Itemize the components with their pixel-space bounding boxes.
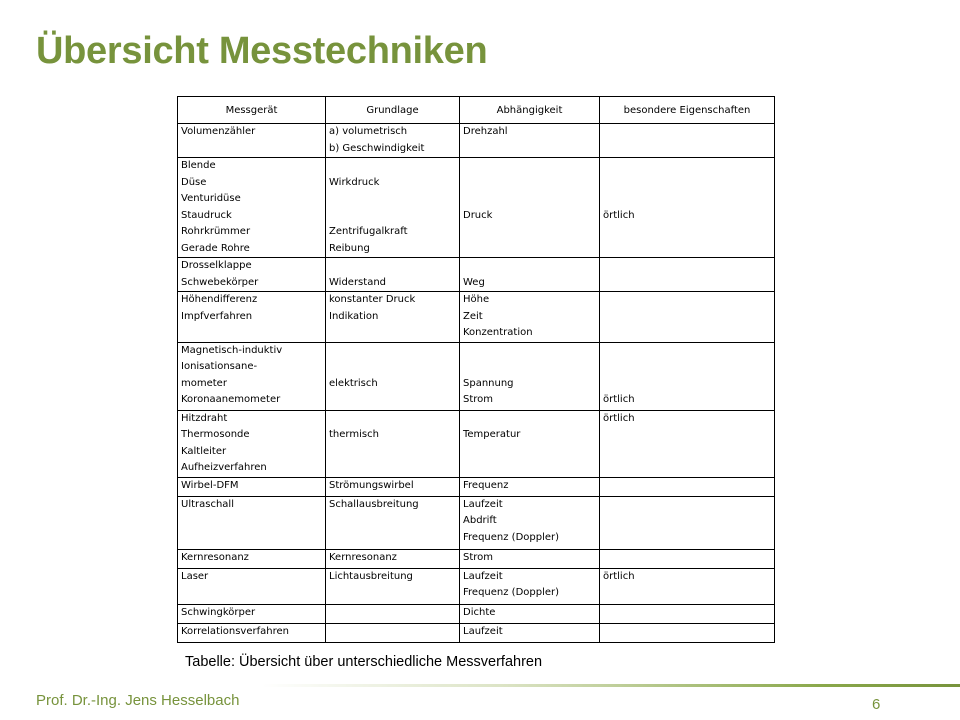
cell-text-line: Koronaanemometer: [181, 394, 281, 405]
cell-special-properties: [600, 158, 775, 258]
cell-measuring-device: [178, 496, 326, 549]
table-row: [178, 549, 775, 568]
cell-measuring-device: [178, 292, 326, 343]
cell-text-line: Frequenz: [463, 479, 509, 491]
spacer-line: [329, 411, 456, 428]
cell-text-line: Laufzeit: [463, 625, 503, 637]
measurement-table-container: [177, 96, 774, 643]
cell-measuring-device: [178, 549, 326, 568]
cell-text-line: b) Geschwindigkeit: [329, 142, 425, 154]
cell-text-line: Schwebekörper: [181, 276, 259, 288]
cell-text-line: Weg: [463, 276, 485, 288]
cell-dependency: [460, 549, 600, 568]
cell-text-line: Temperatur: [463, 429, 521, 440]
cell-principle: [326, 124, 460, 158]
cell-text-line: Strom: [463, 394, 494, 405]
cell-text-line: Lichtausbreitung: [329, 570, 413, 582]
cell-principle: [326, 496, 460, 549]
cell-text-line: a) volumetrisch: [329, 126, 408, 137]
cell-text-line: Kernresonanz: [181, 551, 249, 563]
cell-text-line: Frequenz (Doppler): [463, 531, 560, 543]
cell-dependency: [460, 477, 600, 496]
cell-text-line: Wirbel-DFM: [181, 479, 239, 491]
spacer-line: [463, 411, 596, 428]
cell-text-line: Konzentration: [463, 327, 533, 338]
cell-special-properties: [600, 342, 775, 410]
cell-dependency: [460, 342, 600, 410]
spacer-line: [463, 175, 596, 192]
cell-special-properties: [600, 623, 775, 642]
cell-principle: [326, 158, 460, 258]
cell-special-properties: [600, 549, 775, 568]
cell-text-line: Schwingkörper: [181, 606, 256, 618]
cell-text-line: Zeit: [463, 310, 483, 322]
cell-text-line: Aufheizverfahren: [181, 462, 267, 473]
table-row: [178, 477, 775, 496]
cell-text-line: Indikation: [329, 310, 379, 322]
spacer-line: [603, 359, 771, 376]
cell-text-line: Impfverfahren: [181, 310, 253, 322]
cell-principle: [326, 410, 460, 477]
cell-measuring-device: [178, 410, 326, 477]
cell-dependency: [460, 292, 600, 343]
spacer-line: [463, 359, 596, 376]
spacer-line: [463, 258, 596, 275]
cell-text-line: Magnetisch-induktiv: [181, 344, 283, 356]
spacer-line: [463, 191, 596, 208]
cell-text-line: Ionisationsane-: [181, 361, 258, 372]
cell-text-line: Rohrkrümmer: [181, 226, 251, 237]
cell-dependency: [460, 496, 600, 549]
cell-text-line: Schallausbreitung: [329, 498, 419, 510]
cell-text-line: Zentrifugalkraft: [329, 226, 408, 237]
cell-text-line: Abdrift: [463, 515, 497, 526]
cell-text-line: elektrisch: [329, 377, 378, 389]
cell-text-line: Höhendifferenz: [181, 294, 258, 305]
cell-dependency: [460, 623, 600, 642]
cell-text-line: Gerade Rohre: [181, 242, 250, 254]
cell-text-line: Frequenz (Doppler): [463, 587, 560, 598]
page-number: 6: [872, 696, 881, 713]
cell-text-line: Laufzeit: [463, 570, 503, 582]
cell-text-line: Staudruck: [181, 209, 232, 221]
table-row: [178, 292, 775, 343]
header-dependency: Abhängigkeit: [460, 97, 600, 124]
table-row: [178, 496, 775, 549]
cell-text-line: [329, 191, 456, 208]
cell-text-line: örtlich: [603, 209, 635, 221]
cell-measuring-device: [178, 604, 326, 623]
cell-measuring-device: [178, 158, 326, 258]
cell-text-line: Kernresonanz: [329, 551, 397, 563]
table-row: [178, 124, 775, 158]
spacer-line: [603, 376, 771, 393]
cell-text-line: Laufzeit: [463, 498, 503, 510]
header-measuring-device: Messgerät: [178, 97, 326, 124]
cell-text-line: Thermosonde: [181, 429, 250, 440]
cell-measuring-device: [178, 258, 326, 292]
cell-text-line: Dichte: [463, 606, 496, 618]
cell-measuring-device: [178, 568, 326, 604]
footer-divider: [262, 684, 960, 687]
cell-text-line: thermisch: [329, 429, 379, 440]
cell-text-line: Druck: [463, 209, 493, 221]
cell-text-line: Reibung: [329, 242, 370, 254]
cell-text-line: Spannung: [463, 377, 514, 389]
cell-text-line: Höhe: [463, 294, 490, 305]
cell-text-line: Drehzahl: [463, 126, 508, 137]
cell-text-line: Drosselklappe: [181, 260, 252, 271]
spacer-line: [603, 343, 771, 360]
cell-principle: [326, 258, 460, 292]
spacer-line: [603, 191, 771, 208]
cell-text-line: Ultraschall: [181, 498, 234, 510]
table-row: [178, 623, 775, 642]
cell-text-line: Venturidüse: [181, 193, 241, 204]
cell-text-line: Volumenzähler: [181, 126, 256, 137]
cell-principle: [326, 549, 460, 568]
cell-special-properties: [600, 292, 775, 343]
cell-principle: [326, 342, 460, 410]
table-body: [178, 124, 775, 643]
cell-dependency: [460, 158, 600, 258]
cell-text-line: Blende: [181, 160, 216, 171]
cell-text-line: örtlich: [603, 412, 635, 424]
table-row: [178, 342, 775, 410]
cell-text-line: Widerstand: [329, 276, 387, 288]
cell-principle: [326, 477, 460, 496]
cell-text-line: [329, 208, 456, 225]
cell-text-line: Wirkdruck: [329, 176, 380, 188]
cell-special-properties: [600, 124, 775, 158]
spacer-line: [603, 175, 771, 192]
cell-principle: [326, 292, 460, 343]
cell-text-line: örtlich: [603, 570, 635, 582]
header-special-properties: besondere Eigenschaften: [600, 97, 775, 124]
cell-dependency: [460, 124, 600, 158]
cell-text-line: örtlich: [603, 394, 635, 405]
spacer-line: [329, 158, 456, 175]
cell-special-properties: [600, 477, 775, 496]
cell-special-properties: [600, 410, 775, 477]
table-header-row: [178, 97, 775, 124]
cell-text-line: Düse: [181, 176, 207, 188]
cell-text-line: Kaltleiter: [181, 445, 227, 457]
cell-text-line: konstanter Druck: [329, 294, 416, 305]
cell-measuring-device: [178, 477, 326, 496]
cell-special-properties: [600, 496, 775, 549]
cell-principle: [326, 623, 460, 642]
cell-text-line: Strömungswirbel: [329, 479, 414, 491]
cell-text-line: Laser: [181, 570, 209, 582]
footer-author: Prof. Dr.-Ing. Jens Hesselbach: [36, 692, 240, 709]
cell-principle: [326, 568, 460, 604]
cell-measuring-device: [178, 124, 326, 158]
table-row: [178, 568, 775, 604]
spacer-line: [329, 359, 456, 376]
slide-title: Übersicht Messtechniken: [36, 30, 488, 72]
table-caption: Tabelle: Übersicht über unterschiedliche Messverfahren: [185, 654, 543, 670]
table-row: [178, 258, 775, 292]
cell-text-line: mometer: [181, 377, 227, 389]
cell-special-properties: [600, 568, 775, 604]
cell-principle: [326, 604, 460, 623]
cell-measuring-device: [178, 623, 326, 642]
cell-text-line: Korrelationsverfahren: [181, 625, 289, 637]
spacer-line: [463, 158, 596, 175]
cell-dependency: [460, 604, 600, 623]
cell-text-line: Hitzdraht: [181, 412, 228, 424]
table-row: [178, 410, 775, 477]
header-principle: Grundlage: [326, 97, 460, 124]
table-row: [178, 604, 775, 623]
cell-special-properties: [600, 604, 775, 623]
cell-special-properties: [600, 258, 775, 292]
cell-text-line: Strom: [463, 551, 494, 563]
measurement-techniques-table: [177, 96, 775, 643]
spacer-line: [329, 258, 456, 275]
table-row: [178, 158, 775, 258]
spacer-line: [463, 343, 596, 360]
cell-dependency: [460, 568, 600, 604]
cell-measuring-device: [178, 342, 326, 410]
cell-dependency: [460, 258, 600, 292]
spacer-line: [329, 343, 456, 360]
spacer-line: [603, 158, 771, 175]
cell-dependency: [460, 410, 600, 477]
